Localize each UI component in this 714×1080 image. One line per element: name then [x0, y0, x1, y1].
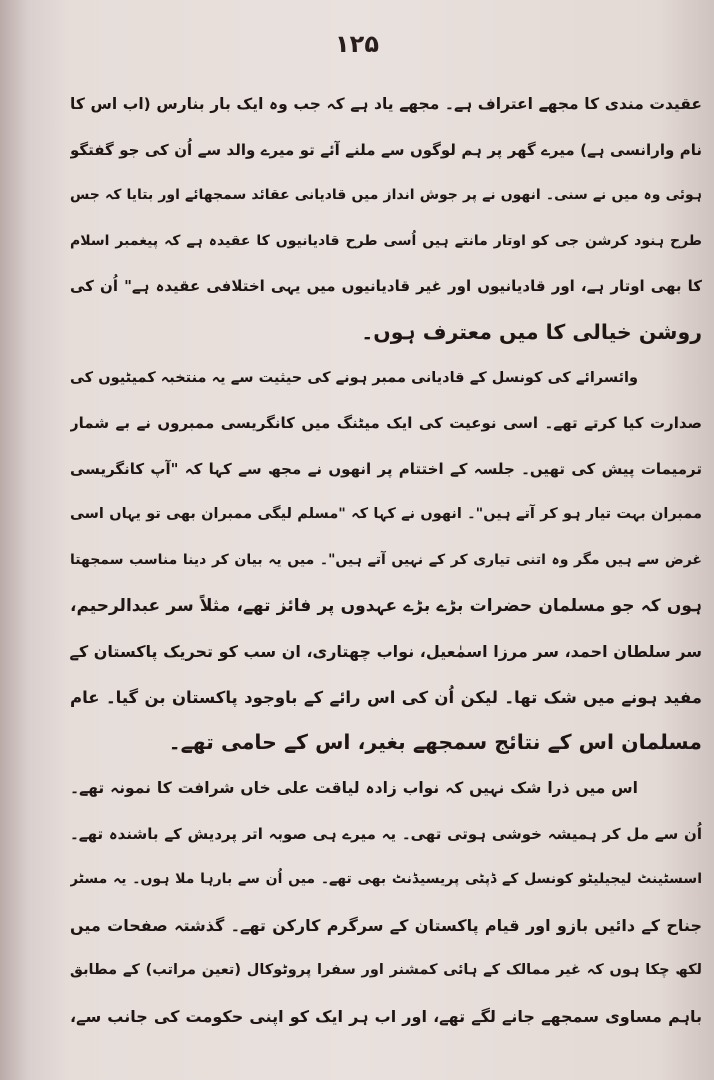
text-line: وائسرائے کی کونسل کے قادیانی ممبر ہونے کی حیثیت سے یہ منتخبہ کمیٹیوں کی [70, 369, 638, 386]
text-line: اس میں ذرا شک نہیں کہ نواب زادہ لیاقت علی خاں شرافت کا نمونہ تھے۔ [70, 778, 638, 797]
text-line: ترمیمات پیش کی تھیں۔ جلسہ کے اختتام پر انھوں نے مجھ سے کہا کہ "آپ کانگریسی [70, 459, 702, 478]
text-line: اُن سے مل کر ہمیشہ خوشی ہوتی تھی۔ یہ میرے ہی صوبہ اتر پردیش کے باشندہ تھے۔ [70, 824, 702, 843]
text-line: ممبران بہت تیار ہو کر آتے ہیں"۔ انھوں نے کہا کہ "مسلم لیگی ممبران بھی تو یہاں اسی [70, 506, 702, 523]
text-line: غرض سے ہیں مگر وہ اتنی تیاری کر کے نہیں آتے ہیں"۔ میں یہ بیان کر دینا مناسب سمجھتا [70, 551, 702, 568]
text-line: مسلمان اس کے نتائج سمجھے بغیر، اس کے حامی تھے۔ [168, 730, 702, 755]
text-line: اسسٹینٹ لیجیلیٹو کونسل کے ڈپٹی پریسیڈنٹ بھی تھے۔ میں اُن سے بارہا ملا ہوں۔ یہ مسٹر [70, 871, 702, 888]
text-line: نام وارانسی ہے) میرے گھر پر ہم لوگوں سے ملنے آئے تو میرے والد سے اُن کی جو گفتگو [70, 140, 702, 159]
text-line: سر سلطان احمد، سر مرزا اسمٰعیل، نواب چھتاری، ان سب کو تحریک پاکستان کے [70, 642, 702, 662]
text-line: جناح کے دائیں بازو اور قیام پاکستان کے سرگرم کارکن تھے۔ گذشتہ صفحات میں [70, 915, 702, 935]
text-line: کا بھی اوتار ہے، اور قادیانیوں اور غیر قادیانیوں میں یہی اختلافی عقیدہ ہے" اُن کی [70, 277, 702, 296]
text-line: روشن خیالی کا میں معترف ہوں۔ [361, 319, 702, 344]
text-line: ہوئی وہ میں نے سنی۔ انھوں نے پر جوش انداز میں قادیانی عقائد سمجھائے اور بتایا کہ جس [70, 187, 702, 204]
text-line: باہم مساوی سمجھے جانے لگے تھے، اور اب ہر ایک کو اپنی حکومت کی جانب سے، [70, 1006, 702, 1026]
text-line: صدارت کیا کرتے تھے۔ اسی نوعیت کی ایک میٹنگ میں کانگریسی ممبروں نے بے شمار [70, 414, 702, 433]
page-number: ۱۲۵ [335, 30, 379, 58]
body-text [70, 82, 702, 1039]
text-line: طرح ہنود کرشن جی کو اوتار مانتے ہیں اُسی طرح قادیانیوں کا عقیدہ ہے کہ پیغمبر اسلام [70, 232, 702, 249]
text-line: مفید ہونے میں شک تھا۔ لیکن اُن کی اس رائے کے باوجود پاکستان بن گیا۔ عام [70, 687, 702, 707]
text-line: لکھ چکا ہوں کہ غیر ممالک کے ہائی کمشنر اور سفرا پروٹوکال (تعین مراتب) کے مطابق [70, 962, 702, 979]
text-line: ہوں کہ جو مسلمان حضرات بڑے بڑے عہدوں پر فائز تھے، مثلاً سر عبدالرحیم، [70, 595, 702, 616]
text-line: عقیدت مندی کا مجھے اعتراف ہے۔ مجھے یاد ہے کہ جب وہ ایک بار بنارس (اب اس کا [70, 95, 702, 113]
